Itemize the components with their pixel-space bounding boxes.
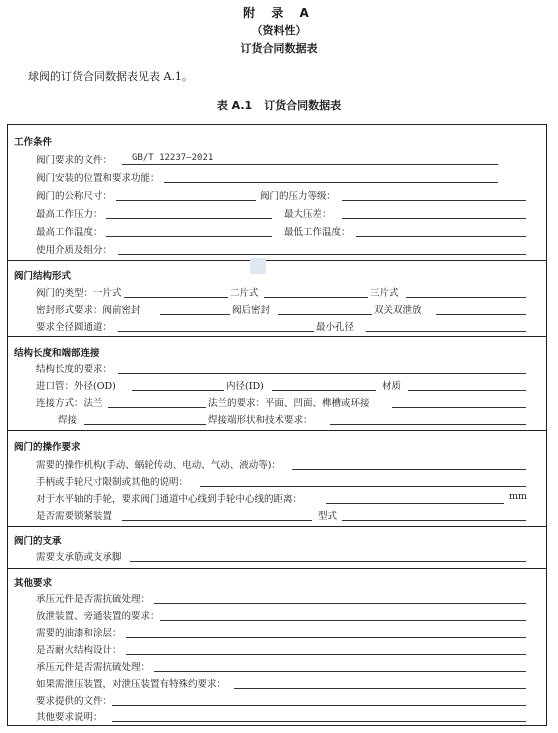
field-label: 是否需要锁紧装置 [36, 511, 113, 522]
field-label: 最低工作温度： [284, 227, 351, 238]
field-label: 内径(ID) [226, 381, 264, 392]
field-label: 最小孔径 [316, 322, 355, 333]
fill-line [106, 218, 272, 219]
field-label: 三片式 [370, 288, 399, 299]
fill-line [330, 424, 526, 425]
section-title: 工作条件 [14, 137, 53, 148]
fill-line [124, 297, 228, 298]
field-medium[interactable] [36, 242, 526, 258]
field-temperature[interactable] [36, 224, 526, 240]
field-size-pressure[interactable] [36, 188, 526, 204]
fill-line [160, 314, 230, 315]
fill-line [342, 520, 526, 521]
field-label: 其他要求说明： [36, 712, 103, 723]
fill-line [342, 200, 526, 201]
fill-line [342, 218, 526, 219]
table-title: 订货合同数据表 [264, 99, 342, 112]
fill-line [278, 314, 372, 315]
fill-line [122, 164, 498, 165]
field-install-position[interactable] [36, 170, 526, 186]
field-sour-service[interactable] [36, 591, 526, 607]
field-value: GB/T 12237—2021 [132, 153, 214, 163]
appendix-nature: （资料性） [251, 24, 307, 37]
field-label: 阀后密封 [232, 305, 271, 316]
section-other [8, 569, 546, 725]
field-full-bore[interactable] [36, 319, 526, 335]
field-label: 最高工作温度： [36, 227, 103, 238]
fill-line [392, 407, 526, 408]
field-label: 焊接端形状和技术要求： [208, 415, 313, 426]
fill-line [112, 705, 526, 706]
field-label: 要求提供的文件： [36, 696, 113, 707]
field-documents-required[interactable] [36, 693, 526, 709]
fill-line [272, 390, 376, 391]
fill-line [122, 520, 312, 521]
fill-line [112, 721, 526, 722]
field-handwheel-distance[interactable] [36, 491, 536, 507]
section-operation [8, 431, 546, 527]
field-label: 材质 [382, 381, 402, 392]
field-label: 承压元件是否需抗硫处理： [36, 662, 151, 673]
field-welding[interactable] [36, 412, 526, 428]
fill-line [200, 486, 526, 487]
field-label: 双关双泄放 [374, 305, 422, 316]
fill-line [106, 236, 272, 237]
field-label: 二片式 [230, 288, 259, 299]
field-relief-device[interactable] [36, 676, 526, 692]
table-number: 表 A.1 [216, 99, 253, 112]
field-label: 密封形式要求：阀前密封 [36, 305, 141, 316]
fill-line [264, 297, 368, 298]
order-data-table [7, 124, 547, 726]
field-locking-device[interactable] [36, 508, 526, 524]
section-valve-structure [8, 261, 546, 337]
field-sour-service-2[interactable] [36, 659, 526, 675]
section-title: 结构长度和端部连接 [14, 348, 100, 359]
field-length[interactable] [36, 361, 526, 377]
field-label: 如果需泄压装置，对泄压装置有特殊约要求： [36, 679, 227, 690]
fill-line [154, 603, 526, 604]
section-support [8, 527, 546, 569]
field-drain-bypass[interactable] [36, 608, 526, 624]
appendix-title: 订货合同数据表 [240, 42, 318, 55]
field-label: 对于水平轴的手轮，要求阀门通道中心线到手轮中心线的距离： [36, 494, 303, 505]
fill-line [366, 331, 526, 332]
field-actuator[interactable] [36, 457, 526, 473]
field-label: 需要支承筋或支承脚 [36, 552, 122, 563]
field-label: 需要的油漆和涂层： [36, 628, 122, 639]
field-label: 阀门的压力等级： [260, 191, 337, 202]
fill-line [436, 314, 526, 315]
field-label: 阀门的公称尺寸： [36, 191, 113, 202]
field-label: 需要的操作机构(手动、蜗轮传动、电动、气动、液动等)： [36, 460, 281, 471]
field-documents[interactable] [36, 152, 526, 168]
field-label: 最高工作压力： [36, 209, 103, 220]
fill-line [108, 407, 206, 408]
field-valve-type[interactable] [36, 285, 526, 301]
table-caption [0, 97, 558, 113]
field-label: 型式 [318, 511, 338, 522]
appendix-heading: 附 录 A [243, 6, 315, 20]
fill-line [118, 373, 526, 374]
section-title: 阀门的支承 [14, 536, 62, 547]
field-fire-safe[interactable] [36, 642, 526, 658]
fill-line [84, 424, 206, 425]
field-label: 使用介质及组分： [36, 245, 113, 256]
fill-line [130, 561, 526, 562]
section-title: 阀门的操作要求 [14, 442, 81, 453]
intro-text: 球阀的订货合同数据表见表 A.1。 [28, 70, 193, 83]
fill-line [132, 390, 224, 391]
watermark-mark [250, 258, 266, 274]
field-inlet-pipe[interactable] [36, 378, 526, 394]
field-label: 进口管：外径(OD) [36, 381, 116, 392]
field-support-rib[interactable] [36, 549, 526, 565]
field-label: 结构长度的要求： [36, 364, 113, 375]
field-label: 是否耐火结构设计： [36, 645, 122, 656]
fill-line [126, 654, 526, 655]
field-label: 连接方式：法兰 [36, 398, 103, 409]
field-max-pressure[interactable] [36, 206, 526, 222]
section-title: 阀门结构形式 [14, 271, 72, 282]
fill-line [356, 236, 526, 237]
fill-line [116, 200, 256, 201]
field-label: 承压元件是否需抗硫处理： [36, 594, 151, 605]
fill-line [126, 637, 526, 638]
fill-line [118, 254, 526, 255]
field-label: 阀门安装的位置和要求功能： [36, 173, 160, 184]
field-label: 阀门要求的文件： [36, 155, 113, 166]
section-work-conditions [8, 125, 546, 261]
section-title: 其他要求 [14, 578, 53, 589]
field-label: 法兰的要求：平面、凹面、榫槽或环接 [208, 398, 370, 409]
field-label: 手柄或手轮尺寸限制或其他的说明： [36, 477, 189, 488]
field-handwheel-size[interactable] [36, 474, 526, 490]
field-paint-coating[interactable] [36, 625, 526, 641]
fill-line [408, 390, 526, 391]
field-label: 阀门的类型：一片式 [36, 288, 122, 299]
fill-line [118, 331, 314, 332]
field-seal-type[interactable] [36, 302, 526, 318]
field-other-notes[interactable] [36, 709, 526, 725]
field-label: 放泄装置、旁通装置的要求： [36, 611, 160, 622]
field-label: 焊接 [58, 415, 78, 426]
fill-line [160, 620, 526, 621]
fill-line [406, 297, 526, 298]
fill-line [164, 182, 498, 183]
field-label: 最大压差： [284, 209, 332, 220]
fill-line [154, 671, 526, 672]
section-length-connection [8, 337, 546, 431]
fill-line [292, 469, 526, 470]
field-label: 要求全径圆通道： [36, 322, 113, 333]
field-connection[interactable] [36, 395, 526, 411]
unit-mm: mm [509, 491, 528, 502]
fill-line [234, 688, 526, 689]
fill-line [326, 503, 504, 504]
